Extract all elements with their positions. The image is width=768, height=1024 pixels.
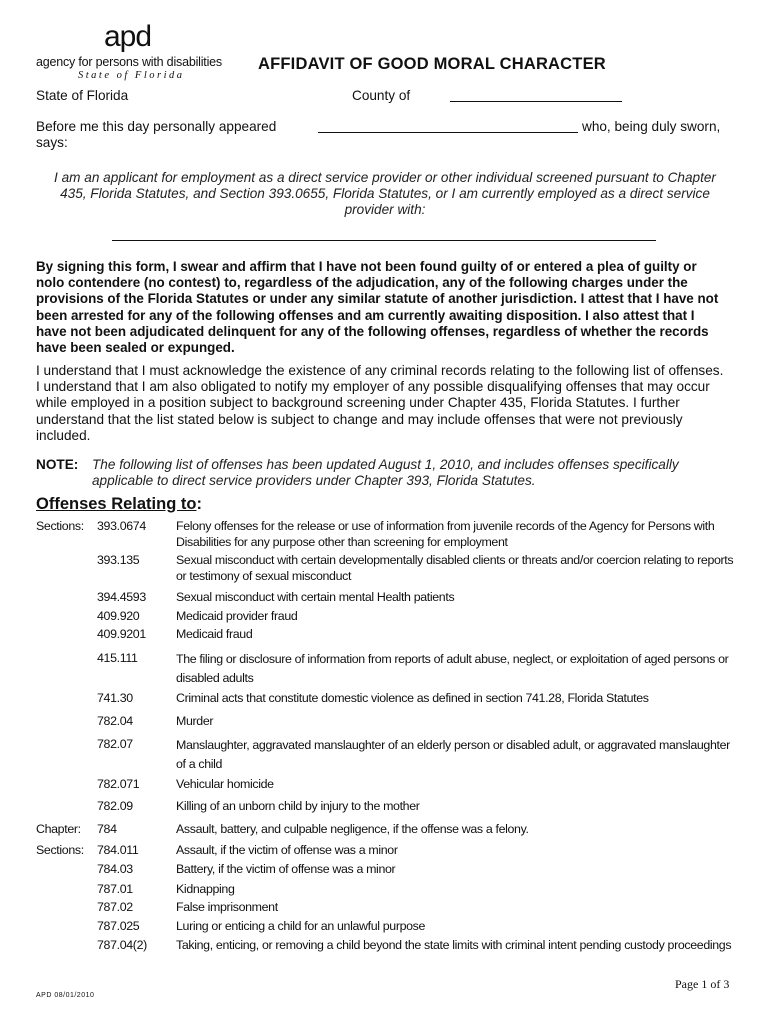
- offense-code: 393.0674: [97, 519, 146, 533]
- form-code: APD 08/01/2010: [36, 992, 95, 999]
- offenses-heading-text: Offenses Relating to: [36, 495, 197, 513]
- offense-desc: Vehicular homicide: [176, 777, 274, 791]
- offense-desc: Killing of an unborn child by injury to the mother: [176, 799, 420, 813]
- offense-code: 784.011: [97, 843, 139, 857]
- offense-desc: Murder: [176, 714, 214, 728]
- offense-desc: The filing or disclosure of information from reports of adult abuse, neglect, or exploitation of aged persons or disabled adults: [176, 652, 729, 685]
- county-input-line[interactable]: [450, 101, 622, 102]
- apd-logo-mark: apd: [104, 20, 152, 53]
- note-label: NOTE:: [36, 457, 79, 472]
- agency-state: State of Florida: [78, 70, 185, 81]
- says-text: says:: [36, 135, 68, 150]
- offense-code: 394.4593: [97, 590, 146, 604]
- offense-code: 409.9201: [97, 627, 146, 641]
- offense-code: 787.01: [97, 882, 133, 896]
- offense-code: 784: [97, 822, 117, 836]
- name-input-line[interactable]: [318, 132, 578, 133]
- understanding-paragraph: I understand that I must acknowledge the existence of any criminal records relating to the following list of offenses. I understand that I am also obligated to notify my employer of any possible disqualifying offenses that may occur while employed in a position subject to background screening under Chapter 435, Florida Statutes. I further understand that the list stated below is subject to change and may include offenses that were not previously included.: [36, 363, 724, 443]
- offense-label: Sections:: [36, 843, 84, 857]
- offense-desc: Kidnapping: [176, 882, 235, 896]
- offense-label: Chapter:: [36, 822, 81, 836]
- offense-desc: Medicaid fraud: [176, 627, 253, 641]
- offenses-heading: [36, 495, 202, 514]
- offense-code: 787.02: [97, 900, 133, 914]
- offense-desc: Battery, if the victim of offense was a minor: [176, 862, 396, 876]
- offense-code: 782.04: [97, 714, 133, 728]
- offense-code: 787.025: [97, 919, 140, 933]
- offense-code: 415.111: [97, 651, 138, 665]
- offense-desc: Medicaid provider fraud: [176, 609, 298, 623]
- appeared-label: Before me this day personally appeared: [36, 119, 277, 134]
- offenses-heading-colon: :: [196, 495, 202, 513]
- offense-desc: Sexual misconduct with certain developmentally disabled clients or threats and/or coercion relating to reports or testimony of sexual misconduct: [176, 553, 734, 583]
- offense-code: 784.03: [97, 862, 133, 876]
- offense-desc: Felony offenses for the release or use of information from juvenile records of the Agency for Persons with Disabilities for any purpose other than screening for employment: [176, 519, 715, 549]
- county-label: County of: [352, 88, 411, 103]
- offense-code: 782.071: [97, 777, 140, 791]
- state-label: State of Florida: [36, 88, 129, 103]
- employer-input-line[interactable]: [112, 240, 656, 241]
- offense-desc: Criminal acts that constitute domestic violence as defined in section 741.28, Florida Statutes: [176, 691, 649, 705]
- offense-code: 787.04(2): [97, 938, 147, 952]
- offense-desc: Taking, enticing, or removing a child beyond the state limits with criminal intent pending custody proceedings: [176, 938, 732, 952]
- offense-code: 782.07: [97, 737, 133, 751]
- offense-desc: Assault, if the victim of offense was a minor: [176, 843, 398, 857]
- note-text: The following list of offenses has been updated August 1, 2010, and includes offenses specifically applicable to direct service providers under Chapter 393, Florida Statutes.: [92, 457, 679, 488]
- attestation-paragraph: By signing this form, I swear and affirm that I have not been found guilty of or entered a plea of guilty or nolo contendere (no contest) to, regardless of the adjudication, any of the following charges under the provisions of the Florida Statutes or under any similar statute of another jurisdiction. I attest that I have not been arrested for any of the following offenses and am currently awaiting disposition. I also attest that I have not been adjudicated delinquent for any of the following offenses, regardless of whether the records have been sealed or expunged.: [36, 259, 719, 356]
- offense-code: 741.30: [97, 691, 133, 705]
- offense-code: 409.920: [97, 609, 140, 623]
- offense-desc: Sexual misconduct with certain mental Health patients: [176, 590, 455, 604]
- sworn-text: who, being duly sworn,: [582, 119, 721, 134]
- offense-desc: False imprisonment: [176, 900, 278, 914]
- applicant-statement: I am an applicant for employment as a direct service provider or other individual screened pursuant to Chapter 435, Florida Statutes, and Section 393.0655, Florida Statutes, or I am currently employed as a direct service provider with:: [54, 170, 716, 217]
- offense-desc: Luring or enticing a child for an unlawful purpose: [176, 919, 426, 933]
- offense-desc: Manslaughter, aggravated manslaughter of an elderly person or disabled adult, or aggravated manslaughter of a child: [176, 738, 730, 771]
- agency-name: agency for persons with disabilities: [36, 55, 222, 69]
- offense-code: 782.09: [97, 799, 133, 813]
- page-number: Page 1 of 3: [675, 977, 730, 991]
- offense-desc: Assault, battery, and culpable negligence, if the offense was a felony.: [176, 822, 529, 836]
- offense-label: Sections:: [36, 519, 84, 533]
- document-title: AFFIDAVIT OF GOOD MORAL CHARACTER: [258, 55, 606, 73]
- offense-code: 393.135: [97, 553, 140, 567]
